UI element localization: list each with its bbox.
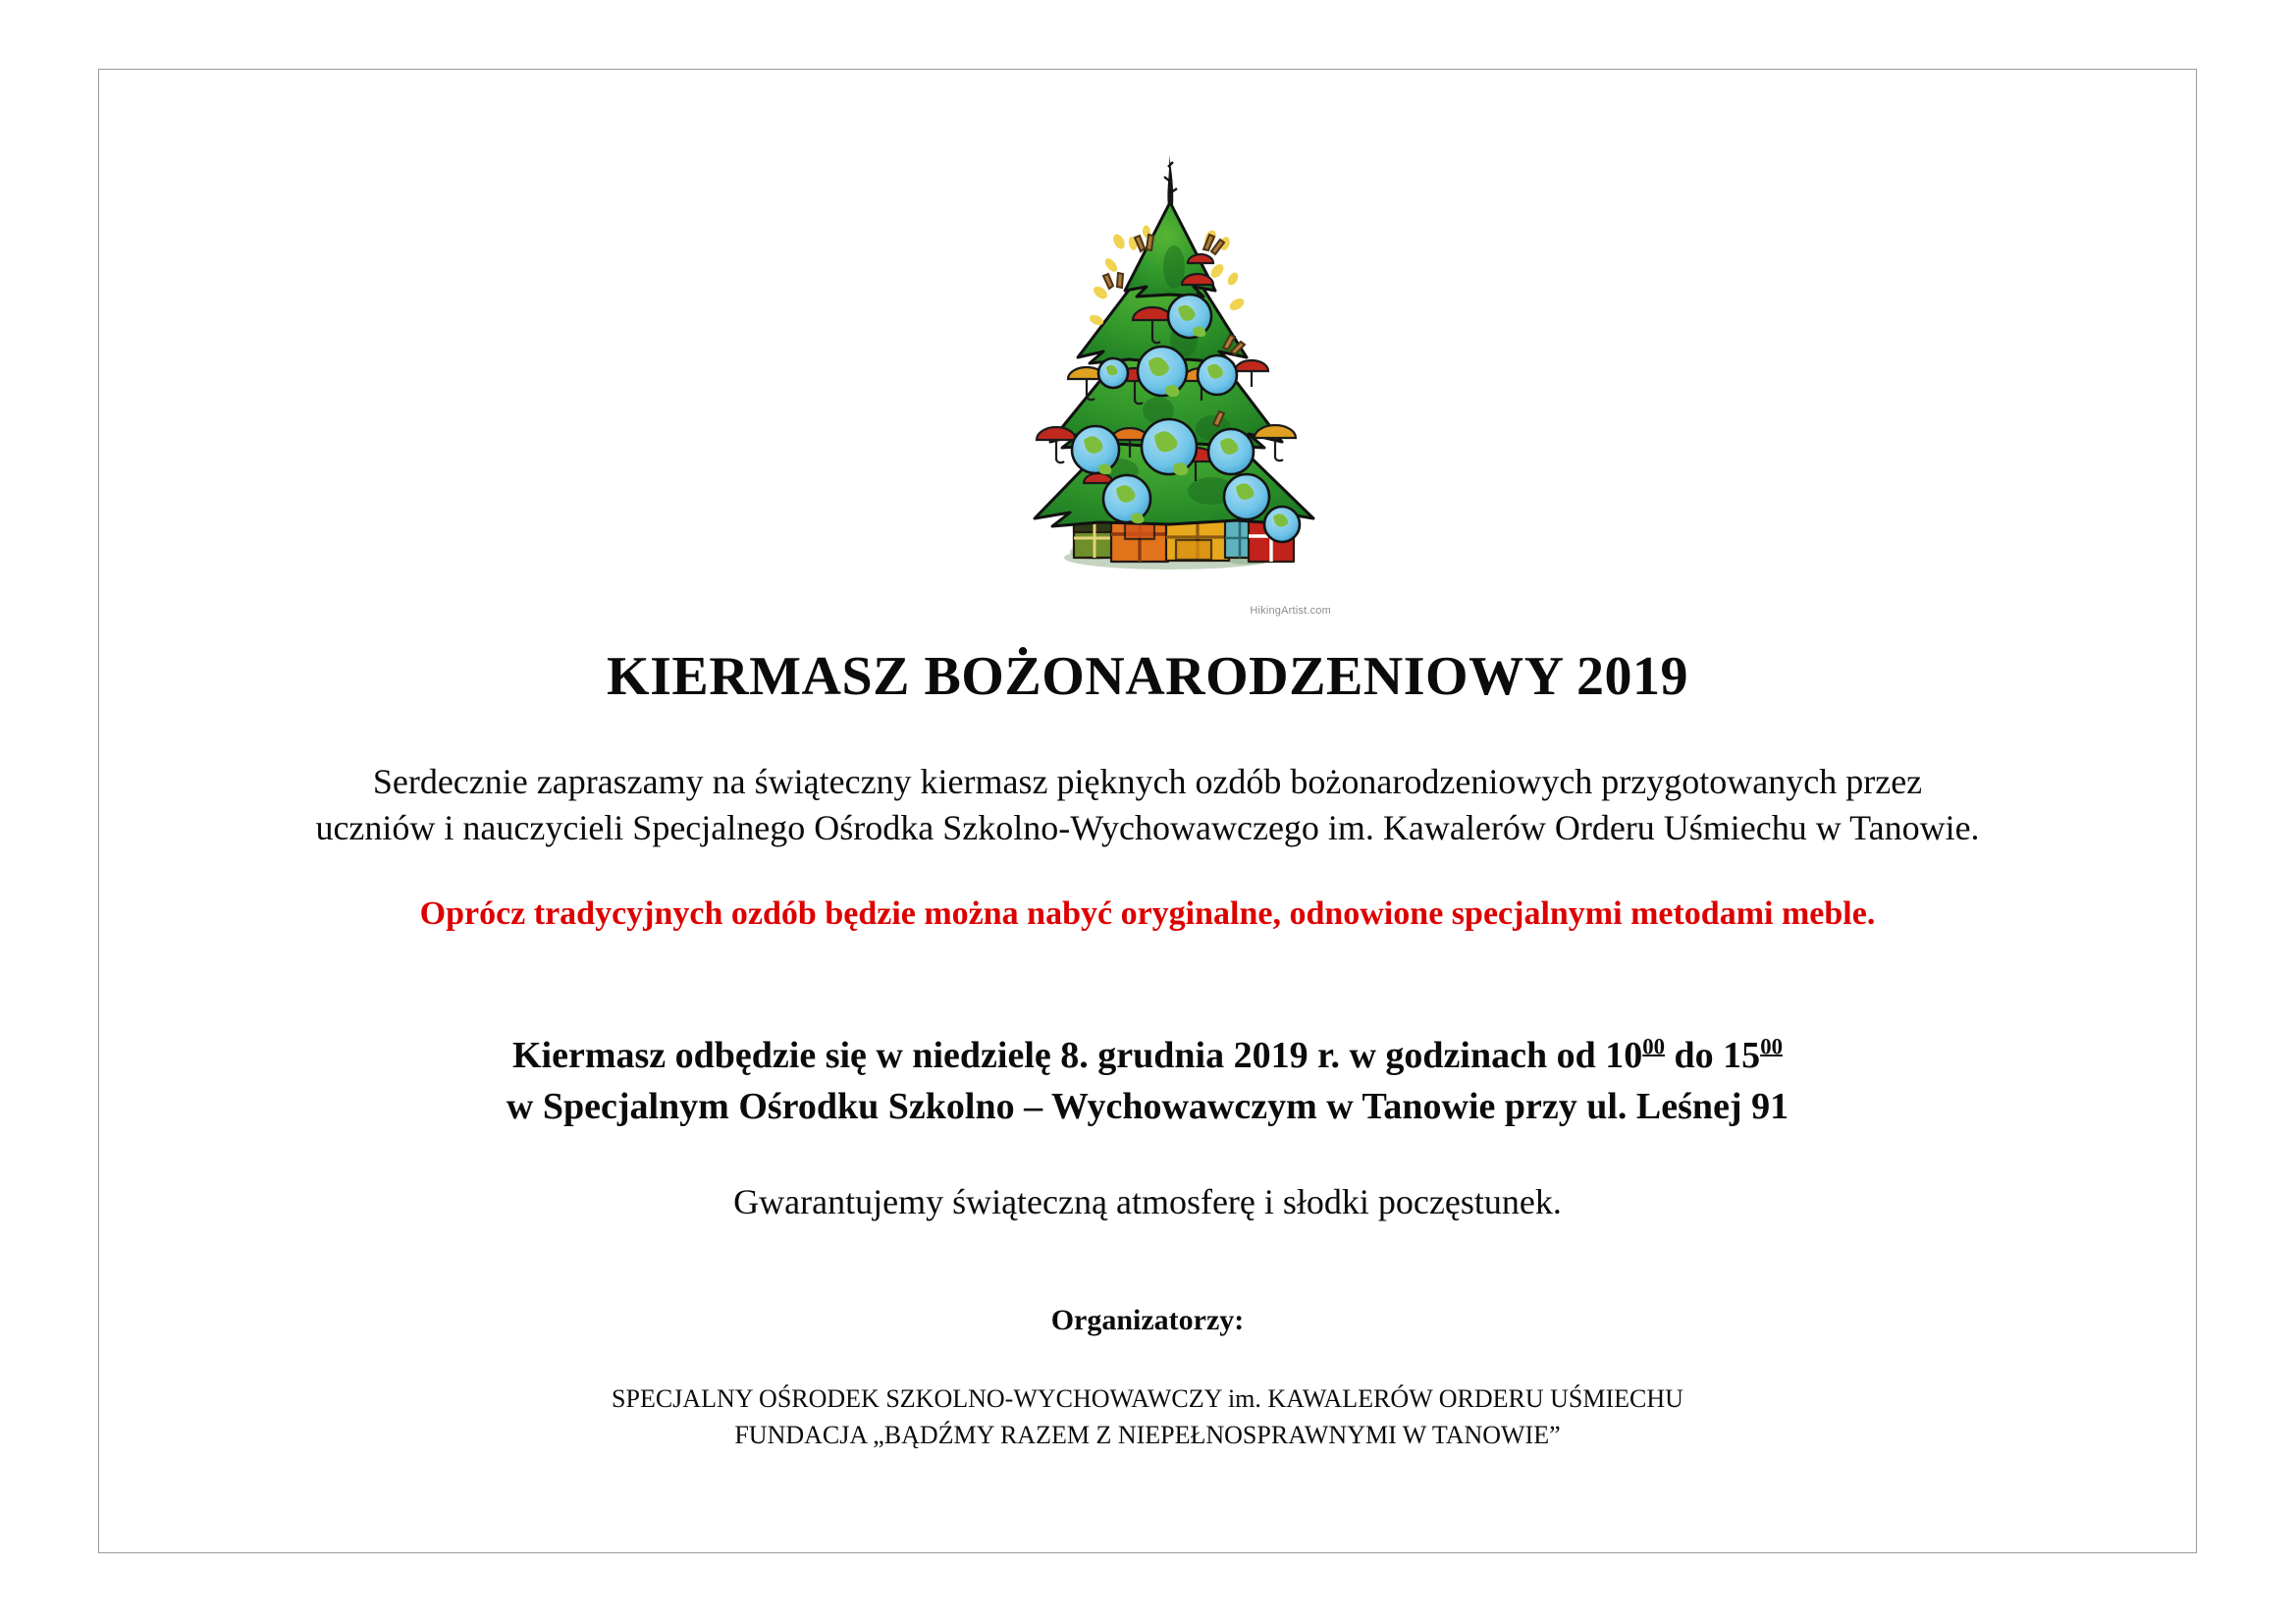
event-address-line: w Specjalnym Ośrodku Szkolno – Wychowawczym w Tanowie przy ul. Leśnej 91 [506, 1086, 1789, 1128]
organizer-1: SPECJALNY OŚRODEK SZKOLNO-WYCHOWAWCZY im. KAWALERÓW ORDERU UŚMIECHU [612, 1383, 1683, 1413]
start-time-minutes: 00 [1642, 1034, 1666, 1059]
event-datetime-text: Kiermasz odbędzie się w niedzielę 8. grudnia 2019 r. w godzinach od 10 [512, 1034, 1643, 1076]
intro-paragraph [118, 759, 2177, 851]
event-datetime-line [118, 1030, 2177, 1081]
organizers-list [118, 1381, 2177, 1454]
artist-watermark: HikingArtist.com [1250, 605, 1331, 617]
event-details [118, 1030, 2177, 1133]
poster-content [118, 648, 2177, 1454]
intro-line-2: uczniów i nauczycieli Specjalnego Ośrodka Szkolno-Wychowawczego im. Kawalerów Orderu Uśmiechu w Tanowie. [315, 807, 1980, 847]
tree-top-spike [1164, 155, 1177, 206]
page-title: KIERMASZ BOŻONARODZENIOWY 2019 [607, 646, 1688, 707]
christmas-tree-illustration [1001, 147, 1335, 619]
organizers-heading: Organizatorzy: [1050, 1303, 1245, 1336]
christmas-tree-svg [1001, 147, 1335, 619]
highlight-note: Oprócz tradycyjnych ozdób będzie można nabyć oryginalne, odnowione specjalnymi metodami meble. [419, 895, 1876, 933]
end-time-minutes: 00 [1760, 1034, 1783, 1059]
intro-line-1: Serdecznie zapraszamy na świąteczny kiermasz pięknych ozdób bożonarodzeniowych przygotowanych przez [372, 761, 1923, 801]
organizer-2: FUNDACJA „BĄDŹMY RAZEM Z NIEPEŁNOSPRAWNYMI W TANOWIE” [734, 1420, 1561, 1449]
event-time-separator: do 15 [1665, 1034, 1761, 1076]
promise-line: Gwarantujemy świąteczną atmosferę i słodki poczęstunek. [733, 1181, 1562, 1221]
